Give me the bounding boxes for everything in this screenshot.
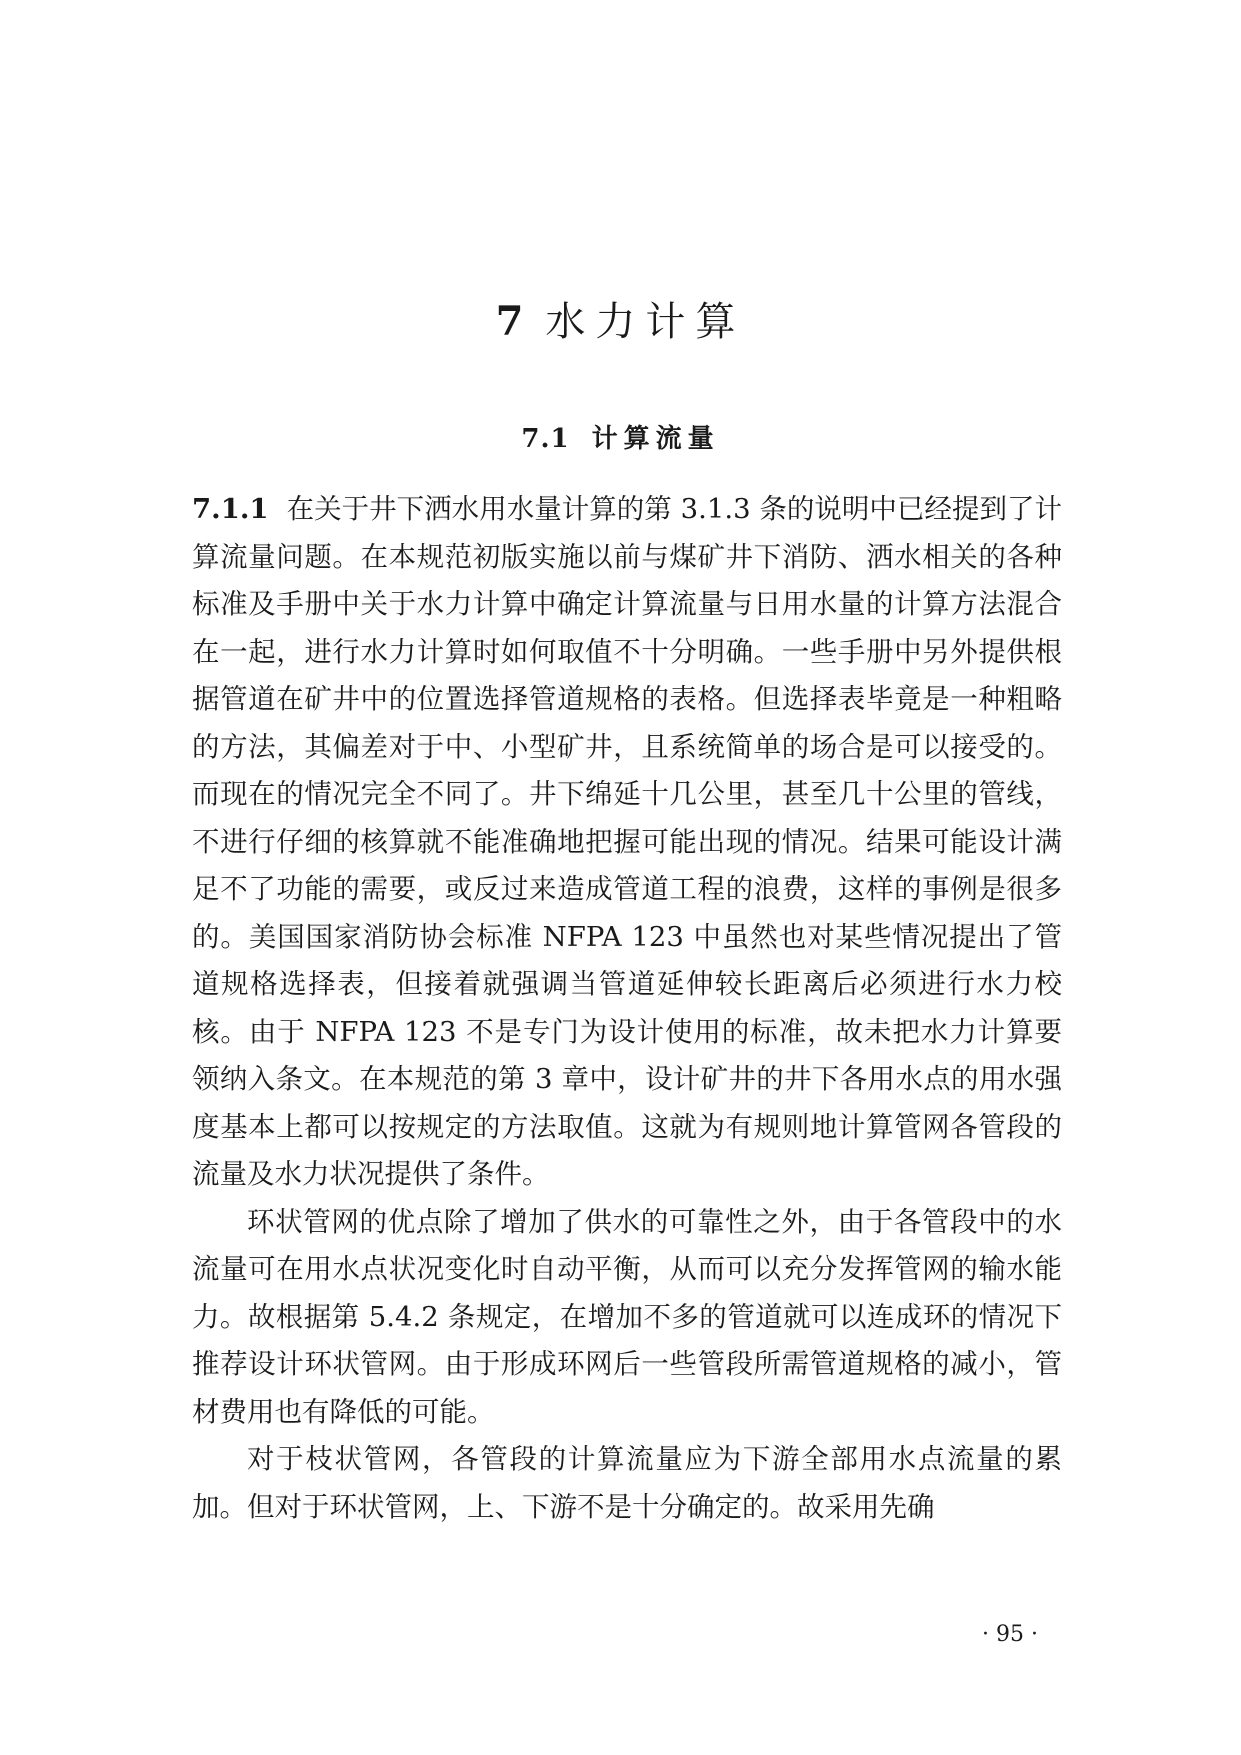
clause-number: 7.1.1 bbox=[192, 493, 269, 525]
paragraph bbox=[192, 486, 1062, 1199]
paragraph: 对于枝状管网，各管段的计算流量应为下游全部用水点流量的累加。但对于环状管网，上、下游不是十分确定的。故采用先确 bbox=[192, 1443, 1062, 1523]
body-text bbox=[192, 486, 1062, 1531]
chapter-number: 7 bbox=[495, 298, 524, 345]
section-heading bbox=[0, 418, 1241, 455]
section-title: 计算流量 bbox=[591, 424, 720, 454]
chapter-heading bbox=[0, 290, 1241, 347]
paragraph: 环状管网的优点除了增加了供水的可靠性之外，由于各管段中的水流量可在用水点状况变化时自动平衡，从而可以充分发挥管网的输水能力。故根据第 5.4.2 条规定，在增加不多的管道就可以连成环的情况下推荐设计环状管网。由于形成环网后一些管段所需管道规格的减小，管材费用也有降低的可能。 bbox=[192, 1205, 1062, 1428]
page-number: · 95 · bbox=[982, 1622, 1038, 1647]
section-number: 7.1 bbox=[521, 424, 570, 454]
chapter-title: 水力计算 bbox=[545, 299, 746, 345]
paragraph-text: 在关于井下洒水用水量计算的第 3.1.3 条的说明中已经提到了计算流量问题。在本规范初版实施以前与煤矿井下消防、洒水相关的各种标准及手册中关于水力计算中确定计算流量与日用水量的计算方法混合在一起，进行水力计算时如何取值不十分明确。一些手册中另外提供根据管道在矿井中的位置选择管道规格的表格。但选择表毕竟是一种粗略的方法，其偏差对于中、小型矿井，且系统简单的场合是可以接受的。而现在的情况完全不同了。井下绵延十几公里，甚至几十公里的管线，不进行仔细的核算就不能准确地把握可能出现的情况。结果可能设计满足不了功能的需要，或反过来造成管道工程的浪费，这样的事例是很多的。美国国家消防协会标准 NFPA 123 中虽然也对某些情况提出了管道规格选择表，但接着就强调当管道延伸较长距离后必须进行水力校核。由于 NFPA 123 不是专门为设计使用的标准，故未把水力计算要领纳入条文。在本规范的第 3 章中，设计矿井的井下各用水点的用水强度基本上都可以按规定的方法取值。这就为有规则地计算管网各管段的流量及水力状况提供了条件。 bbox=[192, 493, 1062, 1190]
